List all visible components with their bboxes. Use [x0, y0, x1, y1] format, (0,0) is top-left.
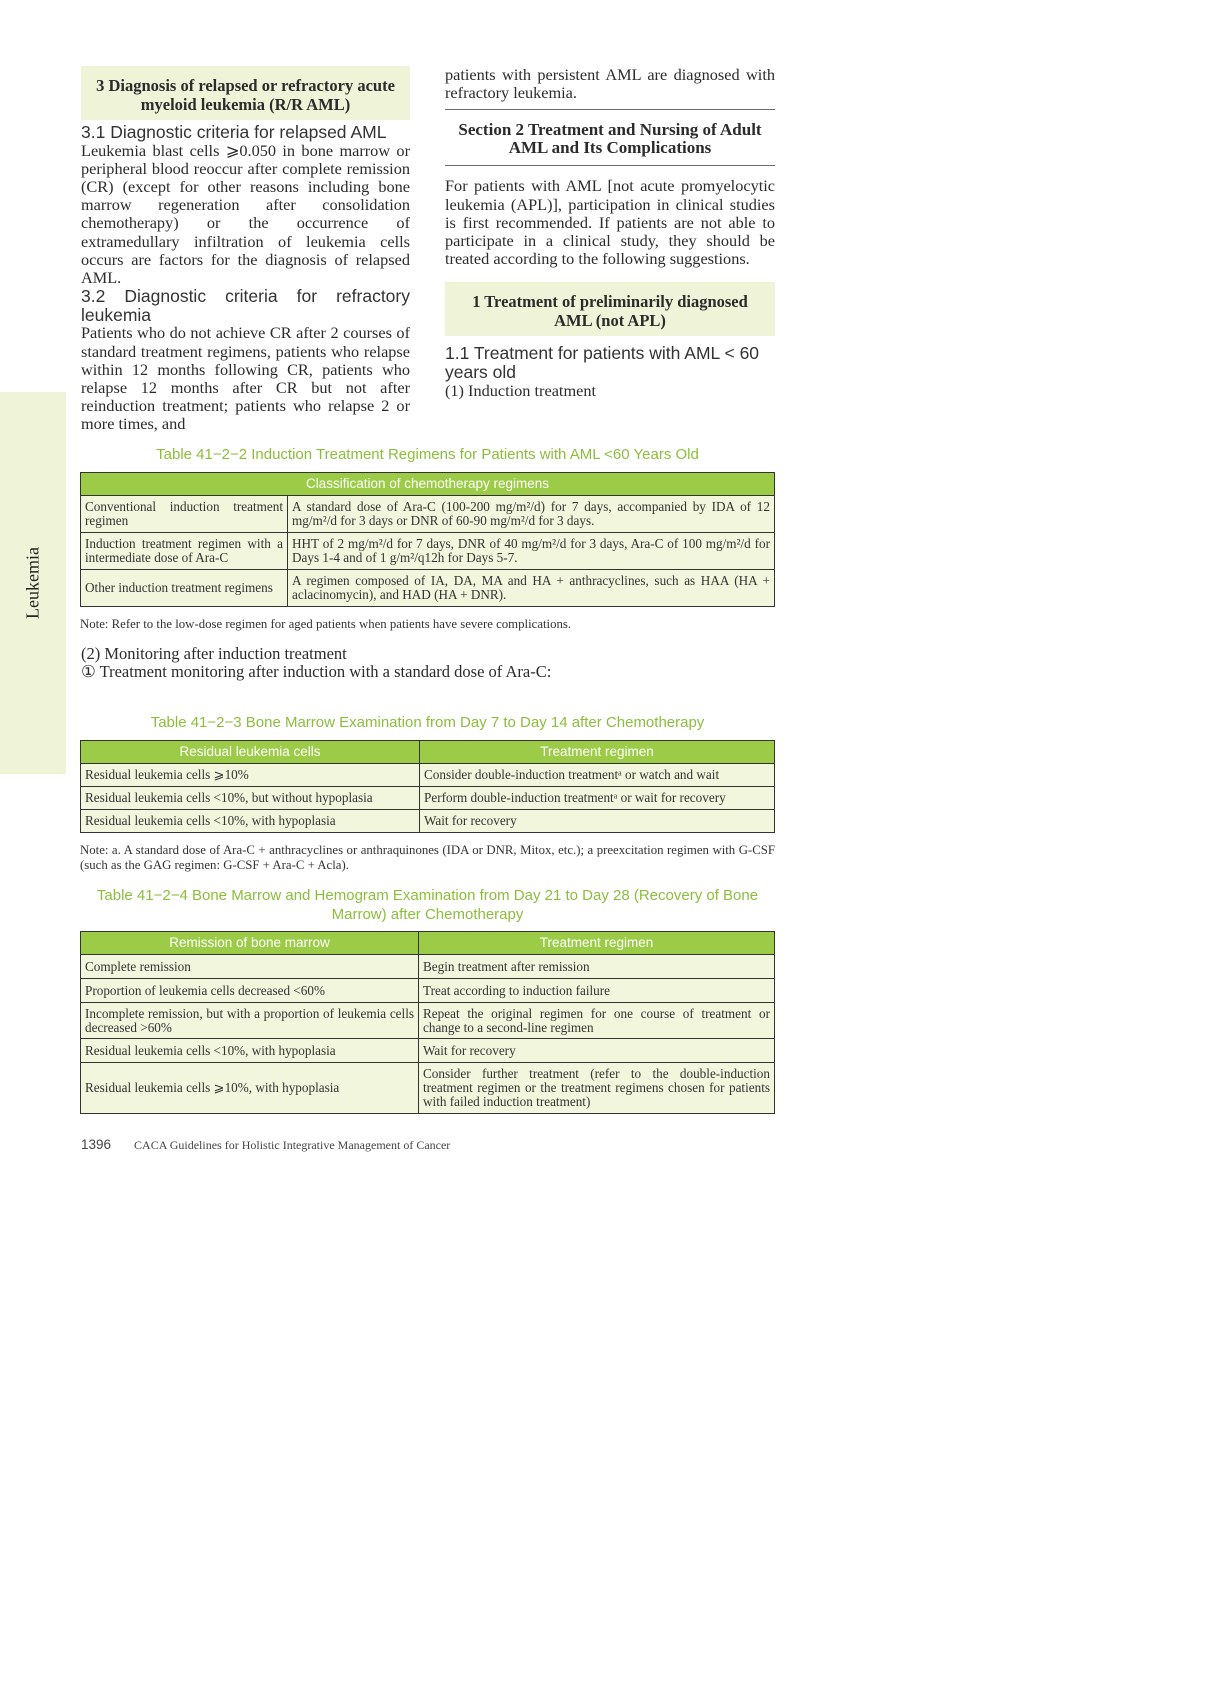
- table-induction-regimens: [80, 472, 775, 607]
- cell: A standard dose of Ara-C (100-200 mg/m²/d) for 7 days, accompanied by IDA of 12 mg/m²/d for 3 days or DNR of 60-90 mg/m²/d for 3 days.: [288, 496, 775, 533]
- paragraph-relapsed-criteria: Leukemia blast cells ⩾0.050 in bone marrow or peripheral blood reoccur after complete remission (CR) (except for other reasons including bone marrow regeneration after consolidation chemotherapy) or the occurrence of extramedullary infiltration of leukemia cells occurs are factors for the diagnosis of relapsed AML.: [81, 140, 410, 288]
- side-tab: [0, 392, 66, 774]
- paragraph-persistent-aml: patients with persistent AML are diagnosed with refractory leukemia.: [445, 65, 775, 103]
- table-row: [81, 533, 775, 570]
- table-row: [81, 570, 775, 607]
- cell: Residual leukemia cells ⩾10%, with hypoplasia: [81, 1063, 419, 1114]
- paragraph-refractory-criteria: Patients who do not achieve CR after 2 courses of standard treatment regimens, patients who relapse within 12 months following CR, patients who relapse 12 months after CR but not after reinduction treatment; patients who relapse 2 or more times, and: [81, 323, 410, 434]
- table-row: [81, 1063, 775, 1114]
- table-row: [81, 496, 775, 533]
- cell: A regimen composed of IA, DA, MA and HA + anthracyclines, such as HAA (HA + aclacinomycin), and HAD (HA + DNR).: [288, 570, 775, 607]
- cell: HHT of 2 mg/m²/d for 7 days, DNR of 40 mg/m²/d for 3 days, Ara-C of 100 mg/m²/d for Days 1-4 and of 1 g/m²/q12h for Days 5-7.: [288, 533, 775, 570]
- table-row: [81, 810, 775, 833]
- heading-3-1: 3.1 Diagnostic criteria for relapsed AML: [81, 122, 387, 142]
- table-bone-marrow-day7-14: [80, 740, 775, 833]
- table2-caption: Table 41−2−3 Bone Marrow Examination from Day 7 to Day 14 after Chemotherapy: [150, 714, 705, 731]
- cell: Residual leukemia cells <10%, but without hypoplasia: [81, 787, 420, 810]
- cell: Incomplete remission, but with a proportion of leukemia cells decreased >60%: [81, 1003, 419, 1039]
- cell: Consider further treatment (refer to the double-induction treatment regimen or the treatment regimens chosen for patients with failed induction treatment): [419, 1063, 775, 1114]
- paragraph-clinical-studies: For patients with AML [not acute promyelocytic leukemia (APL)], participation in clinical studies is first recommended. If patients are not able to participate in a clinical study, they should be treated according to the following suggestions.: [445, 176, 775, 269]
- cell: Residual leukemia cells ⩾10%: [81, 764, 420, 787]
- table1-header: Classification of chemotherapy regimens: [81, 473, 775, 496]
- cell: Induction treatment regimen with a intermediate dose of Ara-C: [81, 533, 288, 570]
- cell: Proportion of leukemia cells decreased <60%: [81, 979, 419, 1003]
- table2-header-col2: Treatment regimen: [420, 741, 775, 764]
- cell: Wait for recovery: [420, 810, 775, 833]
- heading-treatment-preliminary: 1 Treatment of preliminarily diagnosed AML (not APL): [445, 282, 775, 336]
- page-footer: [81, 1137, 450, 1153]
- table-row: [81, 955, 775, 979]
- cell: Repeat the original regimen for one course of treatment or change to a second-line regimen: [419, 1003, 775, 1039]
- table-row: [81, 979, 775, 1003]
- table3-caption: Table 41−2−4 Bone Marrow and Hemogram Examination from Day 21 to Day 28 (Recovery of Bone Marrow) after Chemotherapy: [96, 887, 759, 923]
- cell: Other induction treatment regimens: [81, 570, 288, 607]
- left-column: [81, 66, 410, 434]
- table1-note: Note: Refer to the low-dose regimen for aged patients when patients have severe complications.: [80, 617, 572, 631]
- cell: Begin treatment after remission: [419, 955, 775, 979]
- table1-caption: Table 41−2−2 Induction Treatment Regimens for Patients with AML <60 Years Old: [156, 446, 699, 463]
- table-row: [81, 787, 775, 810]
- rule: [445, 109, 775, 110]
- table3-header-col1: Remission of bone marrow: [81, 932, 419, 955]
- cell: Wait for recovery: [419, 1039, 775, 1063]
- heading-1-1: 1.1 Treatment for patients with AML < 60 years old: [445, 343, 760, 383]
- table3-header-col2: Treatment regimen: [419, 932, 775, 955]
- cell: Residual leukemia cells <10%, with hypoplasia: [81, 810, 420, 833]
- paragraph-induction: (1) Induction treatment: [445, 380, 596, 400]
- monitor-heading: (2) Monitoring after induction treatment: [81, 644, 347, 663]
- table-row: [81, 1039, 775, 1063]
- right-column: [445, 66, 775, 400]
- heading-rr-aml: 3 Diagnosis of relapsed or refractory acute myeloid leukemia (R/R AML): [81, 66, 410, 120]
- rule: [445, 165, 775, 166]
- running-title: CACA Guidelines for Holistic Integrative Management of Cancer: [134, 1138, 451, 1152]
- table2-header-col1: Residual leukemia cells: [81, 741, 420, 764]
- side-tab-label: Leukemia: [22, 547, 43, 619]
- table-row: [81, 764, 775, 787]
- table-bone-marrow-day21-28: [80, 931, 775, 1114]
- cell: Perform double-induction treatmentᵃ or wait for recovery: [420, 787, 775, 810]
- cell: Residual leukemia cells <10%, with hypoplasia: [81, 1039, 419, 1063]
- cell: Consider double-induction treatmentᵃ or watch and wait: [420, 764, 775, 787]
- monitor-subheading: ① Treatment monitoring after induction with a standard dose of Ara-C:: [81, 662, 552, 681]
- page-number: 1396: [81, 1137, 112, 1152]
- table2-note: Note: a. A standard dose of Ara-C + anthracyclines or anthraquinones (IDA or DNR, Mitox, etc.); a preexcitation regimen with G-CSF (such as the GAG regimen: G-CSF + Ara-C + Acla).: [80, 843, 775, 872]
- heading-3-2: 3.2 Diagnostic criteria for refractory leukemia: [81, 286, 410, 325]
- table-row: [81, 1003, 775, 1039]
- cell: Treat according to induction failure: [419, 979, 775, 1003]
- cell: Complete remission: [81, 955, 419, 979]
- section-title: Section 2 Treatment and Nursing of Adult AML and Its Complications: [458, 120, 762, 158]
- cell: Conventional induction treatment regimen: [81, 496, 288, 533]
